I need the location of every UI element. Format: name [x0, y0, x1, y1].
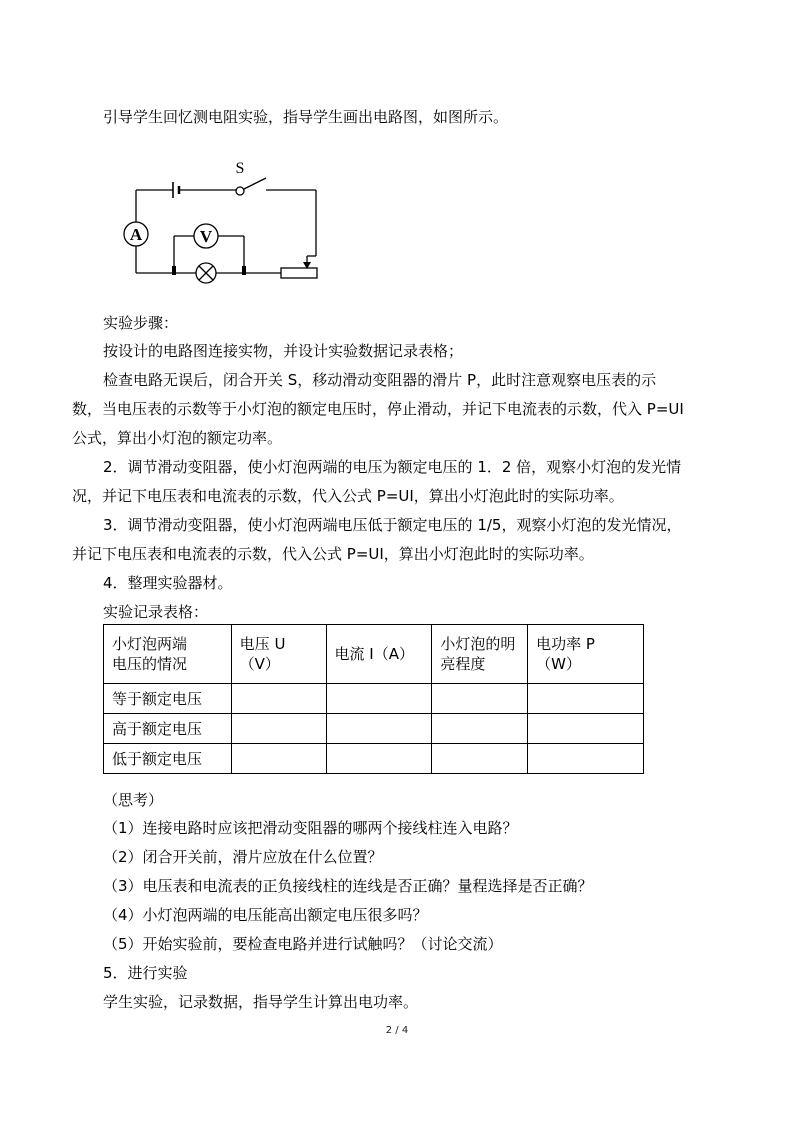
empty-cell [231, 744, 326, 774]
question-item: （5）开始实验前，要检查电路并进行试触吗？（讨论交流） [103, 935, 503, 953]
table-header-row [104, 625, 644, 684]
empty-cell [432, 684, 528, 714]
question-item: （4）小灯泡两端的电压能高出额定电压很多吗？ [103, 906, 428, 924]
step-line: 2．调节滑动变阻器，使小灯泡两端的电压为额定电压的 1．2 倍，观察小灯泡的发光情 [103, 458, 682, 476]
step-line: 况，并记下电压表和电流表的示数，代入公式 P=UI，算出小灯泡此时的实际功率。 [72, 487, 624, 505]
table-row [104, 684, 644, 714]
question-item: （2）闭合开关前，滑片应放在什么位置？ [103, 848, 383, 866]
step-line: 并记下电压表和电流表的示数，代入公式 P=UI，算出小灯泡此时的实际功率。 [72, 545, 594, 563]
empty-cell [326, 684, 432, 714]
page-number: 2 / 4 [385, 1025, 409, 1036]
switch-label: S [235, 160, 245, 177]
header-cell: 小灯泡的明 亮程度 [432, 625, 528, 684]
header-cell: 电功率 P （W） [528, 625, 644, 684]
empty-cell [528, 744, 644, 774]
step-line: 检查电路无误后，闭合开关 S，移动滑动变阻器的滑片 P，此时注意观察电压表的示 [103, 371, 657, 389]
empty-cell [528, 684, 644, 714]
row-label: 低于额定电压 [104, 744, 232, 774]
record-table [103, 624, 644, 774]
empty-cell [231, 714, 326, 744]
header-cell: 电压 U （V） [231, 625, 326, 684]
step-line: 按设计的电路图连接实物，并设计实验数据记录表格； [103, 342, 464, 360]
empty-cell [231, 684, 326, 714]
row-label: 等于额定电压 [104, 684, 232, 714]
header-cell: 小灯泡两端 电压的情况 [104, 625, 232, 684]
question-item: （1）连接电路时应该把滑动变阻器的哪两个接线柱连入电路？ [103, 819, 518, 837]
intro-text: 引导学生回忆测电阻实验，指导学生画出电路图，如图所示。 [103, 108, 509, 126]
step5-text: 5．进行实验 [103, 964, 188, 982]
question-item: （3）电压表和电流表的正负接线柱的连线是否正确？量程选择是否正确？ [103, 877, 593, 895]
voltmeter-label: V [199, 227, 213, 246]
empty-cell [528, 714, 644, 744]
step-line: 4．整理实验器材。 [103, 574, 233, 592]
steps-title: 实验步骤： [103, 314, 179, 332]
think-title: （思考） [103, 791, 164, 809]
step-line: 3．调节滑动变阻器，使小灯泡两端电压低于额定电压的 1/5，观察小灯泡的发光情况， [103, 516, 682, 534]
table-row [104, 714, 644, 744]
row-label: 高于额定电压 [104, 714, 232, 744]
step-line: 数，当电压表的示数等于小灯泡的额定电压时，停止滑动，并记下电流表的示数，代入 P=UI [72, 400, 684, 418]
table-row [104, 744, 644, 774]
closing-text: 学生实验，记录数据，指导学生计算出电功率。 [103, 993, 419, 1011]
step-line: 公式，算出小灯泡的额定功率。 [72, 429, 283, 447]
header-cell: 电流 I（A） [326, 625, 432, 684]
table-title: 实验记录表格： [103, 603, 209, 621]
empty-cell [326, 744, 432, 774]
empty-cell [432, 744, 528, 774]
ammeter-label: A [129, 225, 143, 244]
empty-cell [432, 714, 528, 744]
circuit-diagram [118, 158, 328, 288]
empty-cell [326, 714, 432, 744]
